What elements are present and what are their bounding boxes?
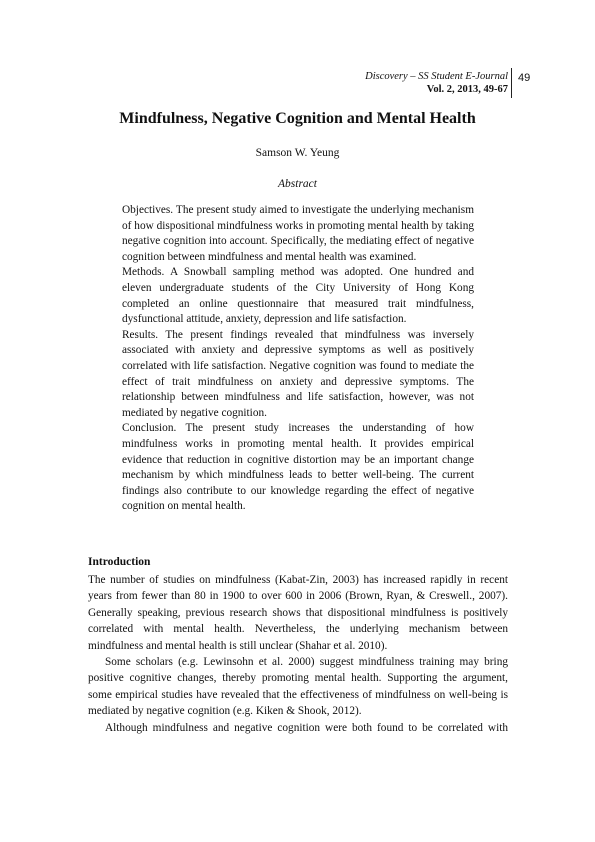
journal-header — [365, 70, 508, 96]
abstract-body — [122, 203, 474, 515]
abstract-results: Results. The present findings revealed that mindfulness was inversely associated with anxiety and depressive symptoms as well as positively correlated with life satisfaction. Negative cognition was found to mediate the effect of trait mindfulness on anxiety and depressive symptoms. The relationship between mindfulness and life satisfaction, however, was not mediated by negative cognition. — [122, 328, 474, 419]
paper-title: Mindfulness, Negative Cognition and Mental Health — [119, 110, 476, 127]
intro-paragraph: Some scholars (e.g. Lewinsohn et al. 2000) suggest mindfulness training may bring positive cognitive changes, thereby promoting mental health. Supporting the argument, some empirical studies have revealed that the effectiveness of mindfulness on well-being is mediated by negative cognition (e.g. Kiken & Shook, 2012). — [88, 656, 508, 718]
introduction-body — [88, 572, 508, 736]
journal-volume: Vol. 2, 2013, 49-67 — [426, 84, 508, 95]
abstract-objectives: Objectives. The present study aimed to investigate the underlying mechanism of how dispositional mindfulness works in promoting mental health by taking negative cognition into account. Specifically, the mediating effect of negative cognition between mindfulness and mental health was examined. — [122, 204, 474, 263]
abstract-heading: Abstract — [278, 178, 317, 190]
abstract-conclusion: Conclusion. The present study increases the understanding of how mindfulness works in promoting mental health. It provides empirical evidence that reduction in cognitive distortion may be an important change mechanism by which mindfulness leads to better well-being. The current findings also contribute to our knowledge regarding the effect of negative cognition on mental health. — [122, 422, 474, 513]
author-name: Samson W. Yeung — [255, 147, 340, 159]
journal-name: Discovery – SS Student E-Journal — [365, 71, 508, 82]
header-divider — [511, 68, 512, 98]
abstract-methods: Methods. A Snowball sampling method was adopted. One hundred and eleven undergraduate students of the City University of Hong Kong completed an online questionnaire that measured trait mindfulness, dysfunctional attitude, anxiety, depression and life satisfaction. — [122, 266, 474, 326]
intro-paragraph: The number of studies on mindfulness (Kabat-Zin, 2003) has increased rapidly in recent years from fewer than 80 in 1900 to over 600 in 2006 (Brown, Ryan, & Creswell., 2007). Generally speaking, previous research shows that dispositional mindfulness is positively correlated with mental health. Nevertheless, the underlying mechanism between mindfulness and mental health is still unclear (Shahar et al. 2010). — [88, 574, 508, 652]
page-number: 49 — [518, 72, 531, 84]
intro-paragraph: Although mindfulness and negative cognition were both found to be correlated with — [105, 721, 508, 734]
introduction-heading: Introduction — [88, 556, 151, 568]
